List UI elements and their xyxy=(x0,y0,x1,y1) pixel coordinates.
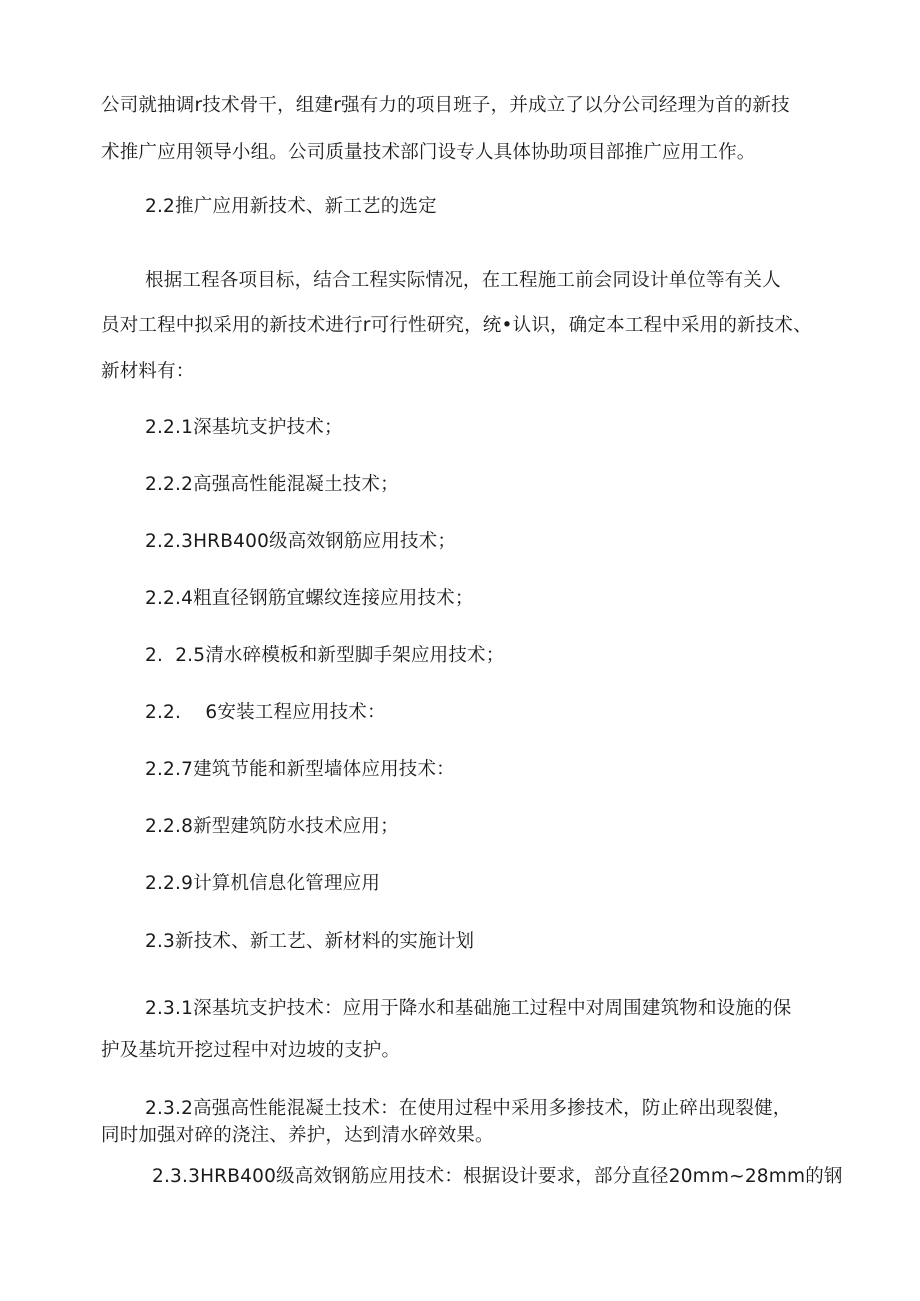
paragraph-line: 术推广应用领导小组。公司质量技术部门设专人具体协助项目部推广应用工作。 xyxy=(101,142,756,163)
paragraph-line: 2.3.1深基坑支护技术：应用于降水和基础施工过程中对周围建筑物和设施的保 xyxy=(145,998,792,1019)
list-item: 2. 2.5清水碎模板和新型脚手架应用技术； xyxy=(145,645,505,666)
paragraph-line: 同时加强对碎的浇注、养护，达到清水碎效果。 xyxy=(101,1125,494,1146)
paragraph-line: 2.3.2高强高性能混凝土技术：在使用过程中采用多掺技术，防止碎出现裂健， xyxy=(145,1098,792,1119)
paragraph-line: 员对工程中拟采用的新技术进行r可行性研究，统•认识，确定本工程中采用的新技术、 xyxy=(101,315,812,336)
list-item: 2.2.1深基坑支护技术； xyxy=(145,417,343,438)
list-item: 2.2.3HRB400级高效钢筋应用技术； xyxy=(145,531,457,552)
paragraph-line: 根据工程各项目标，结合工程实际情况，在工程施工前会同设计单位等有关人 xyxy=(145,270,781,291)
paragraph-line: 公司就抽调r技术骨干，组建r强有力的项目班子，并成立了以分公司经理为首的新技 xyxy=(101,95,790,116)
paragraph-line: 新材料有： xyxy=(101,361,195,382)
list-item: 2.2.9计算机信息化管理应用 xyxy=(145,873,381,894)
list-item: 2.2.8新型建筑防水技术应用； xyxy=(145,816,399,837)
section-heading: 2.3新技术、新工艺、新材料的实施计划 xyxy=(145,931,475,952)
section-heading: 2.2推广应用新技术、新工艺的选定 xyxy=(145,196,437,217)
paragraph-line: 护及基坑开挖过程中对边坡的支护。 xyxy=(101,1040,401,1061)
paragraph-line: 2.3.3HRB400级高效钢筋应用技术：根据设计要求，部分直径20mm~28mm的钢 xyxy=(152,1166,843,1187)
list-item: 2.2. 6安装工程应用技术： xyxy=(145,702,386,723)
list-item: 2.2.2高强高性能混凝土技术； xyxy=(145,474,399,495)
list-item: 2.2.4粗直径钢筋宜螺纹连接应用技术； xyxy=(145,588,474,609)
list-item: 2.2.7建筑节能和新型墙体应用技术： xyxy=(145,759,455,780)
